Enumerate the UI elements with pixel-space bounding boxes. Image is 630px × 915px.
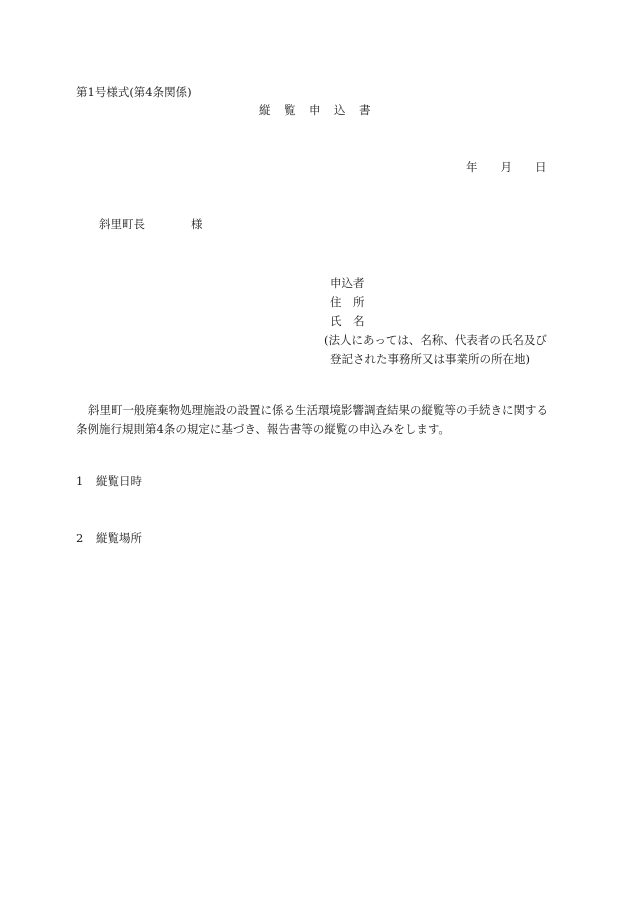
document-title: 縦 覧 申 込 書 (259, 103, 372, 117)
address-label: 住 所 (330, 295, 365, 309)
item-number: 2 (76, 531, 84, 545)
corporation-note-line2: 登記された事務所又は事業所の所在地) (330, 352, 530, 366)
item-label: 縦覧日時 (96, 474, 142, 488)
item-label: 縦覧場所 (96, 531, 142, 545)
applicant-label: 申込者 (330, 276, 365, 290)
form-number: 第1号様式(第4条関係) (76, 85, 192, 99)
corporation-note-line1: (法人にあっては、名称、代表者の氏名及び (324, 333, 547, 347)
item-number: 1 (76, 474, 84, 488)
applicant-block (324, 274, 547, 369)
body-paragraph: 斜里町一般廃棄物処理施設の設置に係る生活環境影響調査結果の縦覧等の手続きに関する条例施行規則第4条の規定に基づき、報告書等の縦覧の申込みをします。 (76, 403, 548, 436)
name-label: 氏 名 (330, 314, 365, 328)
date-line: 年 月 日 (466, 160, 547, 174)
addressee: 斜里町長 様 (99, 217, 203, 231)
item-viewing-location (76, 532, 142, 546)
item-viewing-datetime (76, 475, 142, 489)
